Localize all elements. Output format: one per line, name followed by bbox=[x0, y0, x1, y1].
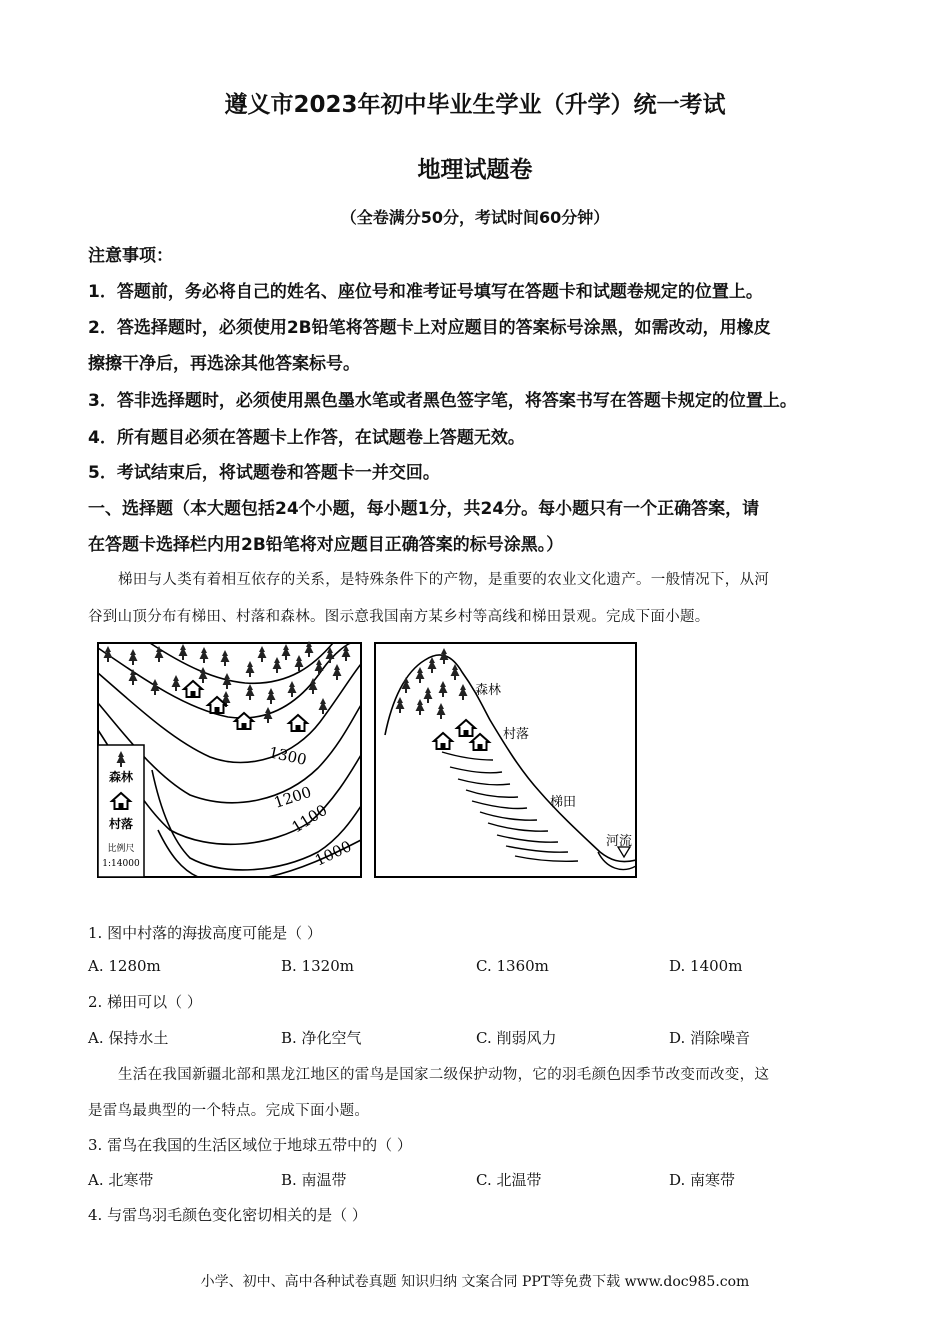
option-b[interactable]: B. 1320m bbox=[281, 957, 354, 975]
passage-line: 梯田与人类有着相互依存的关系，是特殊条件下的产物，是重要的农业文化遗产。一般情况下，从河 bbox=[118, 572, 770, 588]
paper-subtitle: 地理试题卷 bbox=[417, 157, 533, 183]
contour-label: 1000 bbox=[312, 837, 355, 870]
notice-item: 5．考试结束后，将试题卷和答题卡一并交回。 bbox=[88, 463, 440, 483]
question-stem: 1. 图中村落的海拔高度可能是（ ） bbox=[88, 924, 322, 942]
section-heading-cont: 在答题卡选择栏内用2B铅笔将对应题目正确答案的标号涂黑。） bbox=[88, 535, 564, 555]
legend-village-label: 村落 bbox=[108, 817, 134, 831]
scale-value: 1:14000 bbox=[102, 859, 140, 869]
passage-line: 生活在我国新疆北部和黑龙江地区的雷鸟是国家二级保护动物，它的羽毛颜色因季节改变而改变，这 bbox=[118, 1067, 770, 1083]
profile-forest-label: 森林 bbox=[475, 683, 502, 698]
option-d[interactable]: D. 1400m bbox=[669, 957, 743, 975]
option-c[interactable]: C. 1360m bbox=[476, 957, 549, 975]
contour-map bbox=[98, 641, 361, 877]
section-heading: 一、选择题（本大题包括24个小题，每小题1分，共24分。每小题只有一个正确答案，请 bbox=[88, 499, 760, 519]
scale-label: 比例尺 bbox=[107, 844, 135, 854]
option-d[interactable]: D. 南寒带 bbox=[669, 1171, 736, 1189]
page-footer: 小学、初中、高中各种试卷真题 知识归纳 文案合同 PPT等免费下载 www.doc985.com bbox=[200, 1274, 750, 1290]
notice-item: 1．答题前，务必将自己的姓名、座位号和准考证号填写在答题卡和试题卷规定的位置上。 bbox=[88, 282, 763, 302]
option-d[interactable]: D. 消除噪音 bbox=[669, 1029, 751, 1047]
passage-line: 是雷鸟最典型的一个特点。完成下面小题。 bbox=[88, 1103, 370, 1119]
terrace-profile bbox=[375, 643, 636, 877]
contour-label: 1300 bbox=[267, 743, 309, 769]
option-c[interactable]: C. 北温带 bbox=[476, 1171, 542, 1189]
map-legend bbox=[98, 745, 144, 877]
option-b[interactable]: B. 南温带 bbox=[281, 1171, 347, 1189]
option-c[interactable]: C. 削弱风力 bbox=[476, 1029, 557, 1047]
contour-label: 1100 bbox=[288, 800, 331, 837]
profile-village-label: 村落 bbox=[503, 727, 530, 742]
option-a[interactable]: A. 北寒带 bbox=[88, 1171, 154, 1189]
question-stem: 4. 与雷鸟羽毛颜色变化密切相关的是（ ） bbox=[88, 1206, 367, 1224]
option-b[interactable]: B. 净化空气 bbox=[281, 1029, 362, 1047]
question-stem: 2. 梯田可以（ ） bbox=[88, 993, 202, 1011]
option-a[interactable]: A. 1280m bbox=[88, 957, 161, 975]
profile-terrace-label: 梯田 bbox=[550, 795, 577, 810]
question-stem: 3. 雷鸟在我国的生活区域位于地球五带中的（ ） bbox=[88, 1136, 412, 1154]
notice-item: 3．答非选择题时，必须使用黑色墨水笔或者黑色签字笔，将答案书写在答题卡规定的位置上。 bbox=[88, 391, 797, 411]
passage-line: 谷到山顶分布有梯田、村落和森林。图示意我国南方某乡村等高线和梯田景观。完成下面小题。 bbox=[88, 609, 710, 625]
profile-river-label: 河流 bbox=[606, 834, 633, 849]
notice-item: 4．所有题目必须在答题卡上作答，在试题卷上答题无效。 bbox=[88, 428, 525, 448]
contour-label: 1200 bbox=[271, 782, 314, 812]
notice-item: 2．答选择题时，必须使用2B铅笔将答题卡上对应题目的答案标号涂黑，如需改动，用橡皮 bbox=[88, 318, 771, 338]
option-a[interactable]: A. 保持水土 bbox=[88, 1029, 169, 1047]
notice-item: 擦擦干净后，再选涂其他答案标号。 bbox=[88, 354, 360, 374]
exam-title: 遵义市2023年初中毕业生学业（升学）统一考试 bbox=[224, 92, 726, 118]
exam-info: （全卷满分50分，考试时间60分钟） bbox=[340, 208, 610, 227]
notice-heading: 注意事项： bbox=[88, 246, 173, 266]
legend-forest-label: 森林 bbox=[108, 770, 134, 784]
